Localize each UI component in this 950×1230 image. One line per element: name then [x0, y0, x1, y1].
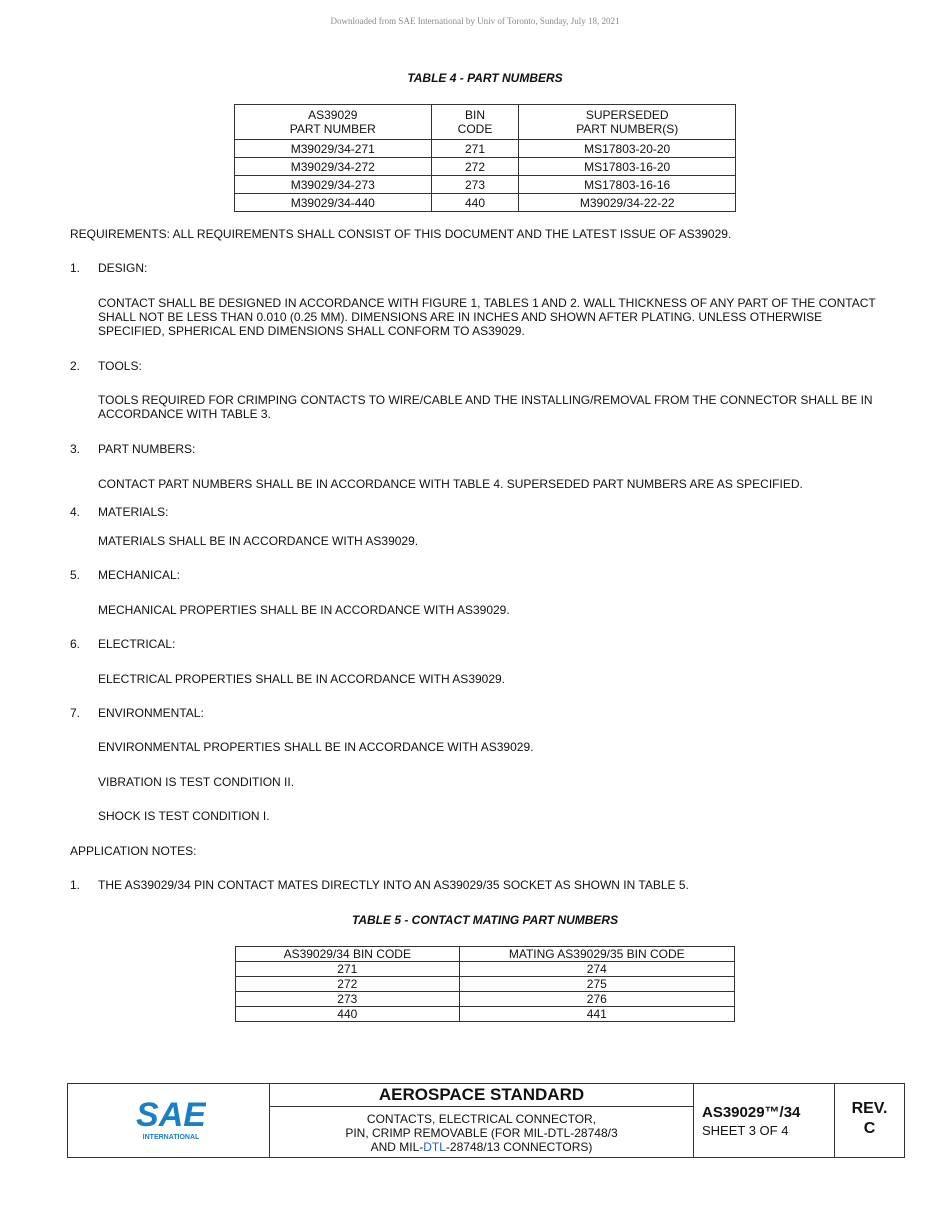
- sae-logo-subtext: INTERNATIONAL: [142, 1134, 200, 1141]
- table-cell: 271: [431, 140, 519, 158]
- application-note-number: 1.: [70, 878, 81, 892]
- section-heading-part-numbers: PART NUMBERS:: [98, 442, 196, 456]
- table-row: [236, 977, 735, 992]
- table-cell: 271: [236, 962, 460, 977]
- table-row: [235, 158, 736, 176]
- logo-cell: [68, 1084, 270, 1157]
- table4-header-cell: SUPERSEDED PART NUMBER(S): [519, 105, 736, 140]
- document-number: AS39029™/34: [702, 1104, 801, 1121]
- document-number-cell: [694, 1084, 835, 1157]
- table-cell: 441: [459, 1007, 734, 1022]
- section-number: 7.: [70, 706, 81, 720]
- section-heading-design: DESIGN:: [98, 261, 148, 275]
- table-row: [236, 1007, 735, 1022]
- section-heading-electrical: ELECTRICAL:: [98, 637, 176, 651]
- table-row: [236, 992, 735, 1007]
- table4-title: TABLE 4 - PART NUMBERS: [407, 71, 563, 85]
- table-row: [235, 176, 736, 194]
- table-cell: M39029/34-22-22: [519, 194, 736, 212]
- table-row: [236, 962, 735, 977]
- table-cell: MS17803-16-20: [519, 158, 736, 176]
- table-cell: 440: [236, 1007, 460, 1022]
- section-paragraph: MATERIALS SHALL BE IN ACCORDANCE WITH AS39029.: [98, 534, 419, 548]
- section-paragraph: TOOLS REQUIRED FOR CRIMPING CONTACTS TO WIRE/CABLE AND THE INSTALLING/REMOVAL FROM THE CONNECTOR SHALL BE IN ACCORDANCE WITH TABLE 3.: [98, 393, 873, 421]
- subtitle-line: PIN, CRIMP REMOVABLE (FOR MIL-DTL-28748/3: [345, 1126, 618, 1140]
- section-paragraph: CONTACT PART NUMBERS SHALL BE IN ACCORDANCE WITH TABLE 4. SUPERSEDED PART NUMBERS ARE AS SPECIFIED.: [98, 477, 803, 491]
- table-cell: M39029/34-271: [235, 140, 432, 158]
- table4-header-row: [235, 105, 736, 140]
- table-cell: 276: [459, 992, 734, 1007]
- table-cell: MS17803-20-20: [519, 140, 736, 158]
- table5-header-cell: MATING AS39029/35 BIN CODE: [459, 947, 734, 962]
- table-cell: M39029/34-273: [235, 176, 432, 194]
- table4-header-cell: BIN CODE: [431, 105, 519, 140]
- table-cell: 275: [459, 977, 734, 992]
- section-number: 5.: [70, 568, 81, 582]
- download-note: Downloaded from SAE International by Univ of Toronto, Sunday, July 18, 2021: [330, 16, 620, 26]
- revision-label: REV.: [851, 1100, 888, 1117]
- section-paragraph: VIBRATION IS TEST CONDITION II.: [98, 775, 295, 789]
- table-cell: M39029/34-440: [235, 194, 432, 212]
- section-number: 4.: [70, 505, 81, 519]
- section-number: 1.: [70, 261, 81, 275]
- section-paragraph: ELECTRICAL PROPERTIES SHALL BE IN ACCORDANCE WITH AS39029.: [98, 672, 506, 686]
- revision-value: C: [863, 1120, 876, 1137]
- standard-title: AEROSPACE STANDARD: [270, 1084, 693, 1107]
- application-notes-heading: APPLICATION NOTES:: [70, 844, 197, 858]
- title-block: [67, 1083, 905, 1158]
- section-heading-environmental: ENVIRONMENTAL:: [98, 706, 204, 720]
- sae-logo-text: SAE: [136, 1096, 206, 1134]
- table-row: [235, 140, 736, 158]
- table-cell: 273: [236, 992, 460, 1007]
- table-cell: 272: [431, 158, 519, 176]
- revision-cell: [835, 1084, 904, 1157]
- table-cell: 273: [431, 176, 519, 194]
- subtitle-line: AND MIL-DTL-28748/13 CONNECTORS): [370, 1140, 593, 1154]
- section-number: 3.: [70, 442, 81, 456]
- table4-header-cell: AS39029 PART NUMBER: [235, 105, 432, 140]
- section-paragraph: SHOCK IS TEST CONDITION I.: [98, 809, 270, 823]
- section-number: 2.: [70, 359, 81, 373]
- table5-title: TABLE 5 - CONTACT MATING PART NUMBERS: [351, 913, 619, 927]
- table-cell: 274: [459, 962, 734, 977]
- table-cell: MS17803-16-16: [519, 176, 736, 194]
- section-heading-materials: MATERIALS:: [98, 505, 169, 519]
- requirements-statement: REQUIREMENTS: ALL REQUIREMENTS SHALL CONSIST OF THIS DOCUMENT AND THE LATEST ISSUE OF AS39029.: [70, 227, 732, 241]
- section-paragraph: ENVIRONMENTAL PROPERTIES SHALL BE IN ACCORDANCE WITH AS39029.: [98, 740, 534, 754]
- section-number: 6.: [70, 637, 81, 651]
- table-cell: 272: [236, 977, 460, 992]
- section-paragraph: MECHANICAL PROPERTIES SHALL BE IN ACCORDANCE WITH AS39029.: [98, 603, 510, 617]
- standard-subtitle: [270, 1107, 693, 1154]
- table5-header-row: [236, 947, 735, 962]
- sae-logo: [136, 1094, 206, 1144]
- table-cell: M39029/34-272: [235, 158, 432, 176]
- section-heading-mechanical: MECHANICAL:: [98, 568, 181, 582]
- table5-header-cell: AS39029/34 BIN CODE: [236, 947, 460, 962]
- sheet-number: SHEET 3 OF 4: [702, 1123, 789, 1138]
- dtl-link-text: DTL: [423, 1140, 446, 1154]
- section-heading-tools: TOOLS:: [98, 359, 142, 373]
- table5: [235, 946, 735, 1022]
- section-paragraph: CONTACT SHALL BE DESIGNED IN ACCORDANCE WITH FIGURE 1, TABLES 1 AND 2. WALL THICKNESS OF ANY PART OF THE CONTACT SHALL NOT BE LESS THAN 0.010 (0.25 MM). DIMENSIONS ARE IN INCHES AND SHOWN AFTER PLATING. UNLESS OTHERWISE SPECIFIED, SPHERICAL END DIMENSIONS SHALL CONFORM TO AS39029.: [98, 296, 876, 338]
- subtitle-line: CONTACTS, ELECTRICAL CONNECTOR,: [366, 1112, 597, 1126]
- application-note-text: THE AS39029/34 PIN CONTACT MATES DIRECTLY INTO AN AS39029/35 SOCKET AS SHOWN IN TABLE 5.: [98, 878, 689, 892]
- table4: [234, 104, 736, 212]
- title-cell: [270, 1084, 694, 1157]
- table-row: [235, 194, 736, 212]
- table-cell: 440: [431, 194, 519, 212]
